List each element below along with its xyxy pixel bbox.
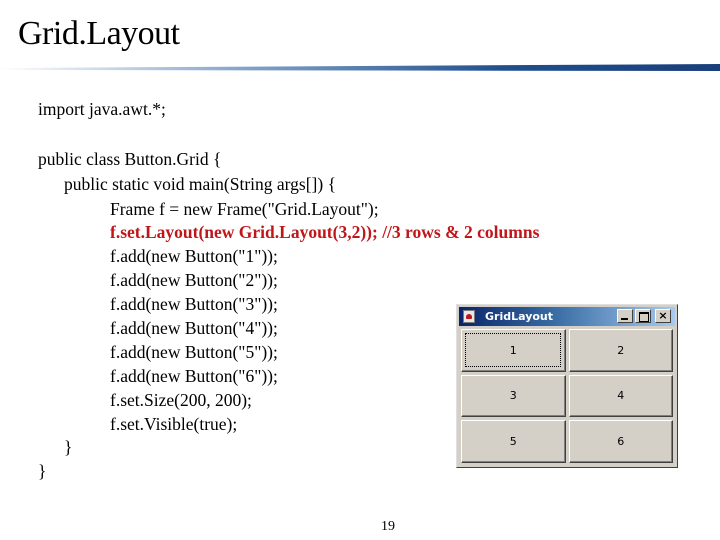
- slide-title: Grid.Layout: [18, 15, 180, 52]
- code-line: f.set.Visible(true);: [110, 414, 238, 434]
- minimize-icon[interactable]: [617, 309, 633, 323]
- maximize-icon[interactable]: [635, 309, 651, 323]
- code-line: f.set.Size(200, 200);: [110, 390, 252, 410]
- code-line-highlighted: f.set.Layout(new Grid.Layout(3,2)); //3 rows & 2 columns: [110, 222, 540, 242]
- close-glyph: ×: [658, 309, 668, 322]
- grid-button-2[interactable]: 2: [569, 329, 674, 372]
- window-title: GridLayout: [485, 310, 554, 323]
- code-line: f.add(new Button("5"));: [110, 342, 278, 362]
- window-titlebar[interactable]: [459, 307, 675, 326]
- grid-button-3[interactable]: 3: [461, 375, 566, 418]
- grid-button-5[interactable]: 5: [461, 420, 566, 463]
- gridlayout-window: [456, 304, 678, 468]
- grid-button-6[interactable]: 6: [569, 420, 674, 463]
- code-line: }: [38, 461, 47, 481]
- code-line: Frame f = new Frame("Grid.Layout");: [110, 199, 379, 219]
- button-grid: [461, 329, 673, 463]
- code-line: public static void main(String args[]) {: [64, 174, 336, 194]
- code-line: import java.awt.*;: [38, 99, 166, 119]
- code-line: public class Button.Grid {: [38, 149, 222, 169]
- code-line: f.add(new Button("6"));: [110, 366, 278, 386]
- grid-button-1[interactable]: 1: [461, 329, 566, 372]
- code-line: f.add(new Button("2"));: [110, 270, 278, 290]
- code-line: f.add(new Button("1"));: [110, 246, 278, 266]
- code-line: }: [64, 437, 73, 457]
- grid-button-4[interactable]: 4: [569, 375, 674, 418]
- close-icon[interactable]: [655, 309, 671, 323]
- code-line: f.add(new Button("3"));: [110, 294, 278, 314]
- code-line: f.add(new Button("4"));: [110, 318, 278, 338]
- page-number: 19: [381, 519, 395, 534]
- java-app-icon: [463, 310, 475, 323]
